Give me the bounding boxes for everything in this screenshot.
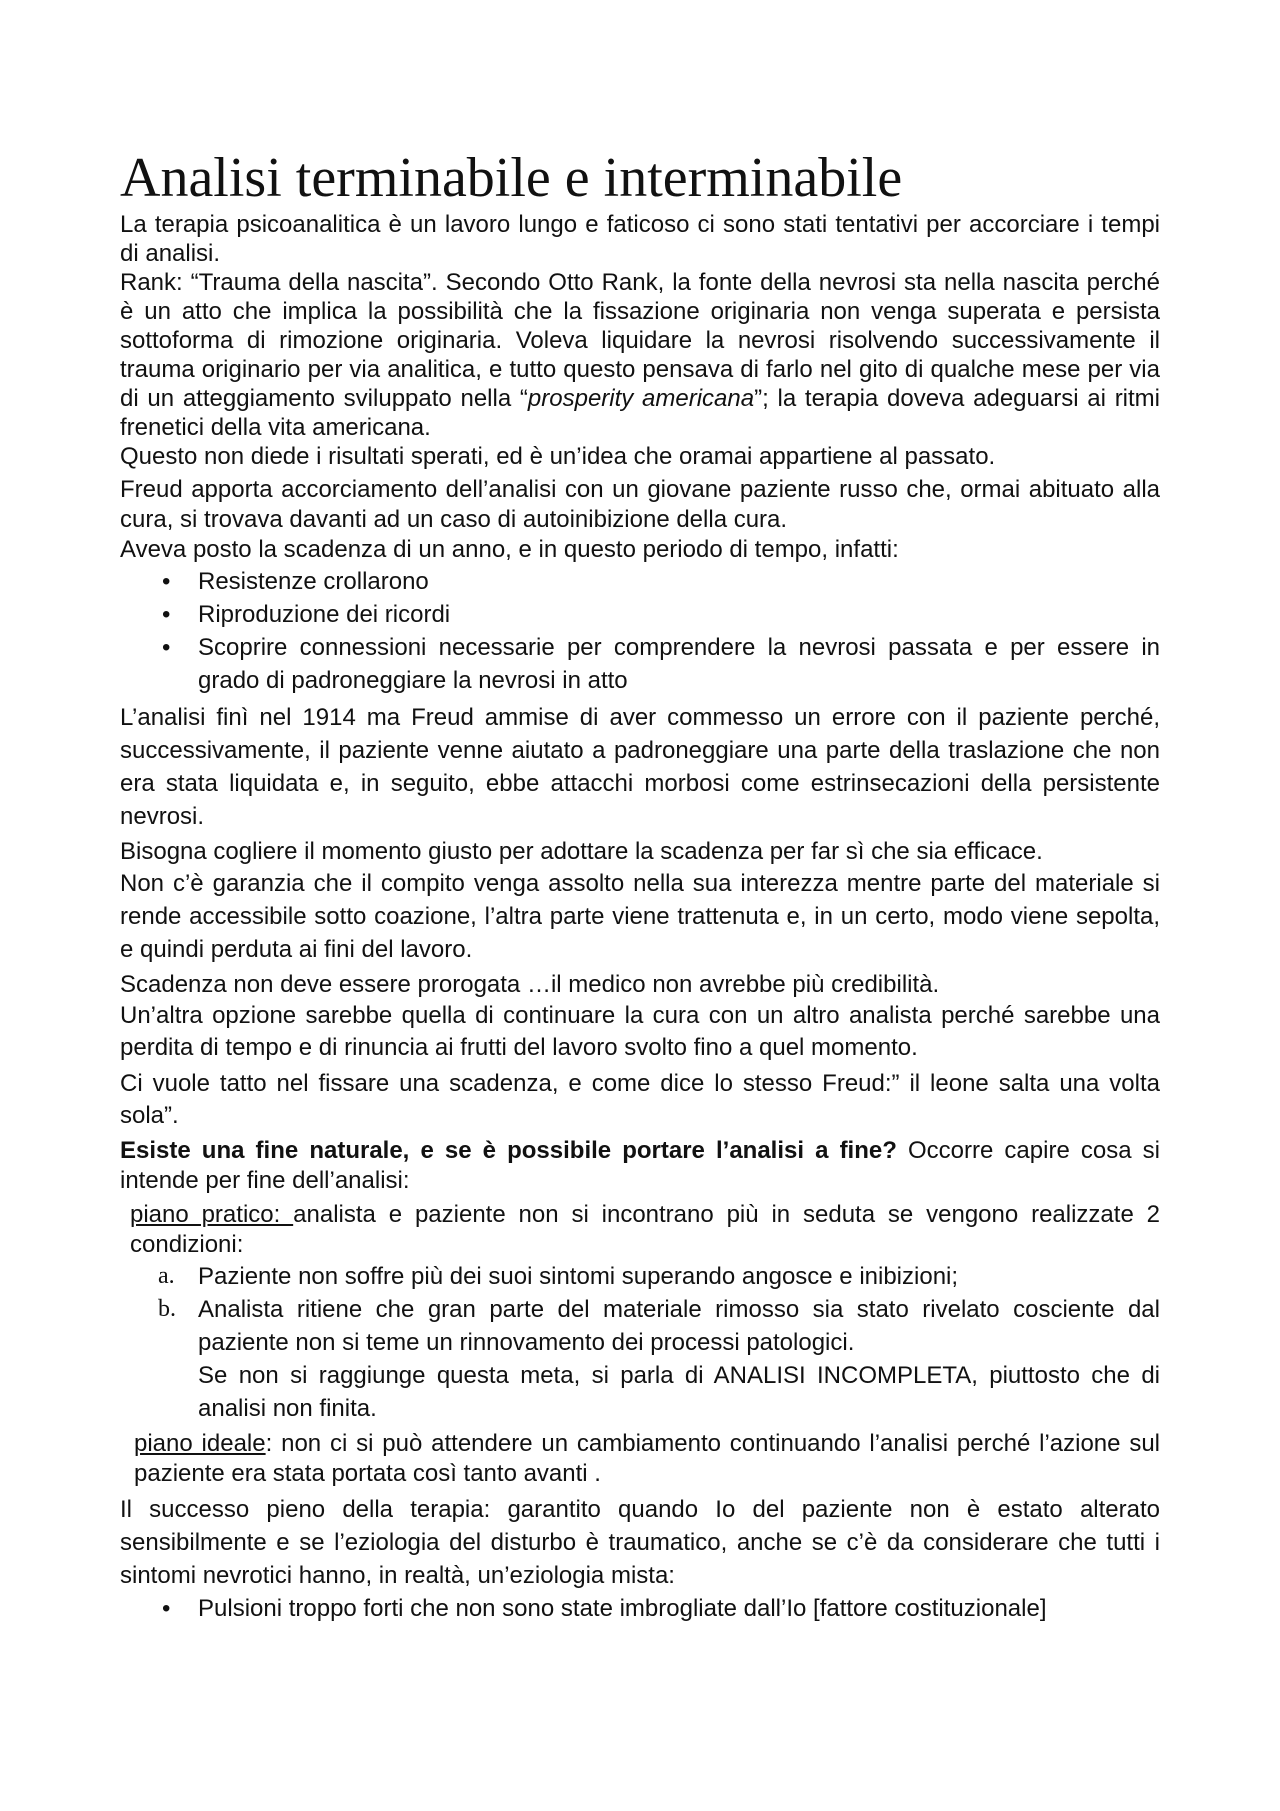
document-title: Analisi terminabile e interminabile: [120, 147, 903, 209]
list-marker: a.: [158, 1263, 175, 1289]
paragraph-rank-end: ”; la terapia doveva adeguarsi ai ritmi frenetici della vita americana.: [120, 385, 1161, 441]
ideal-plan-label: piano ideale: [134, 1430, 266, 1457]
ideal-plan-text: : non ci si può attendere un cambiamento continuando l’analisi perché l’azione sul paziente era stata portata così tanto avanti .: [134, 1430, 1161, 1487]
practical-plan-text: analista e paziente non si incontrano più in seduta se vengono realizzate 2 condizioni:: [130, 1201, 1160, 1258]
paragraph-results: Questo non diede i risultati sperati, ed è un’idea che oramai appartiene al passato.: [120, 443, 996, 470]
paragraph-deadline: Aveva posto la scadenza di un anno, e in questo periodo di tempo, infatti:: [120, 536, 899, 563]
list-item-text: Riproduzione dei ricordi: [198, 601, 451, 628]
paragraph-natural-end-bold: Esiste una fine naturale, e se è possibile portare l’analisi a fine?: [120, 1137, 897, 1164]
list-item: [120, 598, 1160, 631]
list-conditions: [120, 1260, 1160, 1359]
list-item-text: Pulsioni troppo forti che non sono state imbrogliate dall’Io [fattore costituzionale]: [198, 1595, 1047, 1622]
paragraph-rank: [120, 268, 1160, 442]
list-item: [120, 1293, 1160, 1359]
list-item: [120, 1592, 1160, 1625]
practical-plan-label: piano pratico:: [130, 1201, 294, 1228]
document-page: [120, 148, 1160, 1625]
bullet-marker: •: [162, 601, 171, 628]
list-marker: b.: [158, 1296, 176, 1322]
list-item-text: Analista ritiene che gran parte del materiale rimosso sia stato rivelato cosciente dal paziente non si teme un rinnovamento dei processi patologici.: [198, 1296, 1160, 1356]
paragraph-natural-end: [120, 1136, 1160, 1196]
list-item-text: Paziente non soffre più dei suoi sintomi superando angosce e inibizioni;: [198, 1263, 959, 1290]
paragraph-rank-text: Rank: “Trauma della nascita”. Secondo Otto Rank, la fonte della nevrosi sta nella nascita perché è un atto che implica la possibilità che la fissazione originaria non venga superata e persista sottoforma di rimozione originaria. Voleva liquidare la nevrosi risolvendo successivamente il trauma originario per via analitica, e tutto questo pensava di farlo nel gito di qualche mese per via di un atteggiamento sviluppato nella “: [120, 269, 1160, 412]
paragraph-ideal-plan: [120, 1429, 1160, 1489]
bullet-marker: •: [162, 568, 171, 595]
list-item-text: Resistenze crollarono: [198, 568, 429, 595]
paragraph-success: Il successo pieno della terapia: garantito quando Io del paziente non è estato alterato sensibilmente e se l’eziologia del disturbo è traumatico, anche se c’è da considerare che tutti i sintomi nevrotici hanno, in realtà, un’eziologia mista:: [120, 1496, 1160, 1589]
list-item: [120, 1260, 1160, 1293]
list-item: [120, 631, 1160, 697]
paragraph-other-option: Un’altra opzione sarebbe quella di continuare la cura con un altro analista perché sarebbe una perdita di tempo e di rinuncia ai frutti del lavoro svolto fino a quel momento.: [120, 1002, 1160, 1061]
list-etiology: [120, 1592, 1160, 1625]
paragraph-analysis-end: L’analisi finì nel 1914 ma Freud ammise di aver commesso un errore con il paziente perché, successivamente, il paziente venne aiutato a padroneggiare una parte della traslazione che non era stata liquidata e, in seguito, ebbe attacchi morbosi come estrinsecazioni della persistente nevrosi.: [120, 704, 1160, 830]
paragraph-tact: Ci vuole tatto nel fissare una scadenza, e come dice lo stesso Freud:” il leone salta una volta sola”.: [120, 1070, 1160, 1129]
list-item-text: Scoprire connessioni necessarie per comprendere la nevrosi passata e per essere in grado di padroneggiare la nevrosi in atto: [198, 634, 1160, 694]
paragraph-guarantee: Non c’è garanzia che il compito venga assolto nella sua interezza mentre parte del materiale si rende accessibile sotto coazione, l’altra parte viene trattenuta e, in un certo, modo viene sepolta, e quindi perduta ai fini del lavoro.: [120, 870, 1160, 963]
paragraph-intro: La terapia psicoanalitica è un lavoro lungo e faticoso ci sono stati tentativi per accorciare i tempi di analisi.: [120, 211, 1160, 267]
paragraph-extension: Scadenza non deve essere prorogata …il medico non avrebbe più credibilità.: [120, 971, 940, 998]
paragraph-freud: Freud apporta accorciamento dell’analisi con un giovane paziente russo che, ormai abituato alla cura, si trovava davanti ad un caso di autoinibizione della cura.: [120, 476, 1160, 533]
list-results: [120, 565, 1160, 697]
list-item: [120, 565, 1160, 598]
bullet-marker: •: [162, 634, 171, 661]
bullet-marker: •: [162, 1595, 171, 1622]
paragraph-natural-end-text: Occorre capire cosa si intende per fine dell’analisi:: [120, 1137, 1160, 1194]
paragraph-moment: Bisogna cogliere il momento giusto per adottare la scadenza per far sì che sia efficace.: [120, 838, 1043, 865]
paragraph-rank-italic: prosperity americana: [527, 385, 755, 412]
paragraph-practical-plan: [120, 1200, 1160, 1260]
paragraph-incomplete: Se non si raggiunge questa meta, si parla di ANALISI INCOMPLETA, piuttosto che di analisi non finita.: [198, 1362, 1160, 1422]
